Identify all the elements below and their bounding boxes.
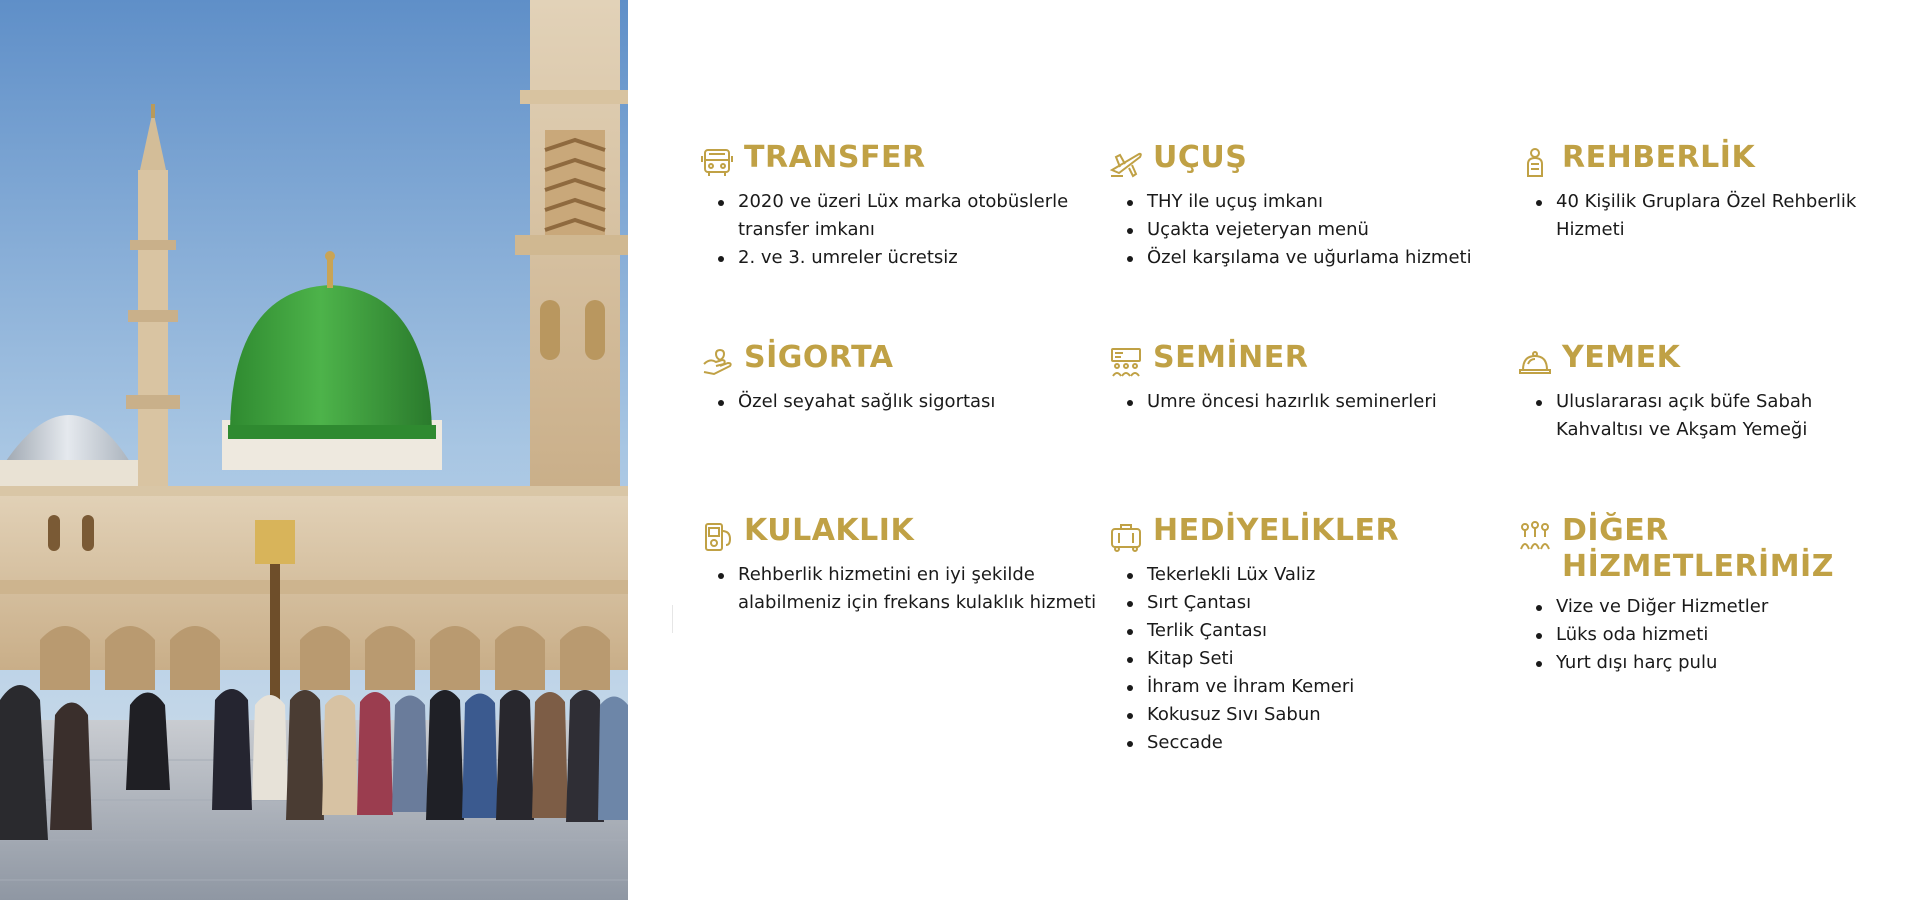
list-item: 40 Kişilik Gruplara Özel Rehberlik Hizmeti (1536, 188, 1870, 244)
insurance-icon (700, 346, 734, 380)
service-list (1109, 388, 1518, 416)
list-item: Uluslararası açık büfe Sabah Kahvaltısı ve Akşam Yemeği (1536, 388, 1870, 444)
guide-icon (1518, 146, 1552, 180)
service-list (1518, 593, 1870, 677)
service-title: DİĞER HİZMETLERİMİZ (1562, 513, 1834, 584)
divider-mark (672, 605, 673, 633)
hero-image-mosque (0, 0, 628, 900)
list-item: 2. ve 3. umreler ücretsiz (718, 244, 1109, 272)
list-item: Yurt dışı harç pulu (1536, 649, 1870, 677)
service-headset (700, 513, 1109, 757)
service-header (1518, 513, 1870, 585)
service-list (700, 561, 1109, 617)
service-list (1109, 188, 1518, 272)
airplane-icon (1109, 146, 1143, 180)
list-item: THY ile uçuş imkanı (1127, 188, 1518, 216)
seminar-icon (1109, 346, 1143, 380)
luggage-icon (1109, 519, 1143, 553)
service-list (1518, 188, 1870, 244)
service-guidance (1518, 140, 1870, 340)
list-item: Rehberlik hizmetini en iyi şekilde alabilmeniz için frekans kulaklık hizmeti (718, 561, 1109, 617)
service-transfer (700, 140, 1109, 340)
headset-device-icon (700, 519, 734, 553)
services-grid (700, 140, 1870, 757)
service-header (1518, 340, 1870, 380)
service-header (1109, 140, 1518, 180)
service-list (700, 388, 1109, 416)
list-item: Seccade (1127, 729, 1518, 757)
service-title: SEMİNER (1153, 340, 1309, 375)
service-title: UÇUŞ (1153, 140, 1248, 175)
service-header (700, 340, 1109, 380)
list-item: Özel karşılama ve uğurlama hizmeti (1127, 244, 1518, 272)
service-list (1109, 561, 1518, 757)
cloche-icon (1518, 346, 1552, 380)
service-title: KULAKLIK (744, 513, 915, 548)
list-item: Özel seyahat sağlık sigortası (718, 388, 1109, 416)
service-header (700, 513, 1109, 553)
service-insurance (700, 340, 1109, 513)
list-item: Tekerlekli Lüx Valiz (1127, 561, 1518, 589)
service-header (700, 140, 1109, 180)
service-header (1518, 140, 1870, 180)
list-item: 2020 ve üzeri Lüx marka otobüslerle transfer imkanı (718, 188, 1109, 244)
service-title: REHBERLİK (1562, 140, 1756, 175)
list-item: Umre öncesi hazırlık seminerleri (1127, 388, 1518, 416)
service-header (1109, 513, 1518, 553)
list-item: İhram ve İhram Kemeri (1127, 673, 1518, 701)
service-gifts (1109, 513, 1518, 757)
service-title: SİGORTA (744, 340, 894, 375)
service-title: YEMEK (1562, 340, 1681, 375)
list-item: Kitap Seti (1127, 645, 1518, 673)
service-title: TRANSFER (744, 140, 926, 175)
service-title: HEDİYELİKLER (1153, 513, 1400, 548)
service-other (1518, 513, 1870, 757)
service-header (1109, 340, 1518, 380)
list-item: Terlik Çantası (1127, 617, 1518, 645)
list-item: Kokusuz Sıvı Sabun (1127, 701, 1518, 729)
list-item: Uçakta vejeteryan menü (1127, 216, 1518, 244)
service-food (1518, 340, 1870, 513)
service-list (700, 188, 1109, 272)
service-flight (1109, 140, 1518, 340)
service-seminar (1109, 340, 1518, 513)
list-item: Lüks oda hizmeti (1536, 621, 1870, 649)
list-item: Sırt Çantası (1127, 589, 1518, 617)
services-icon (1518, 519, 1552, 553)
bus-icon (700, 146, 734, 180)
list-item: Vize ve Diğer Hizmetler (1536, 593, 1870, 621)
service-list (1518, 388, 1870, 444)
